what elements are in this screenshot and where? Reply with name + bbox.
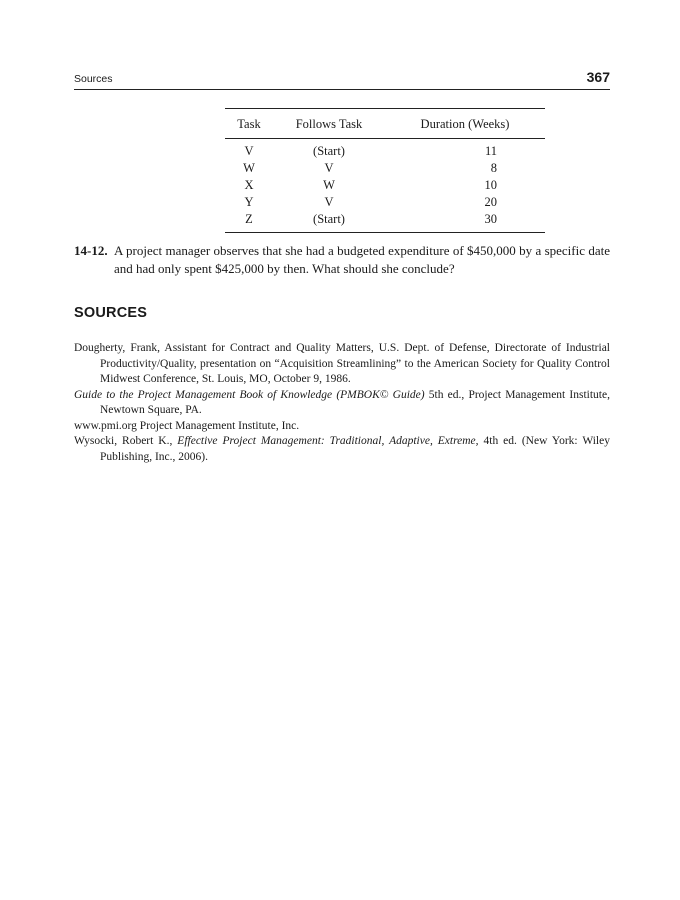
question-number: 14-12. (74, 243, 108, 258)
cell-duration: 8 (490, 161, 497, 175)
table-row (225, 139, 545, 161)
cell-follows: V (324, 161, 334, 175)
task-table-header-row (225, 109, 545, 139)
reference-item (74, 341, 610, 388)
reference-title: Effective Project Management: Traditional, Adaptive, Extreme, (177, 435, 479, 447)
reference-item (74, 419, 610, 435)
reference-text: Dougherty, Frank, Assistant for Contract and Quality Matters, U.S. Dept. of Defense, Directorate of Industrial Productivity/Quality, presentation on “Acquisition Streamlining” to the American Society for Quality Control Midwest Conference, St. Louis, MO, October 9, 1986. (74, 342, 610, 385)
cell-task: X (244, 178, 254, 192)
running-head-section: Sources (74, 73, 113, 85)
reference-text: www.pmi.org Project Management Institute, Inc. (74, 419, 300, 432)
table-row (225, 194, 545, 211)
cell-duration: 11 (484, 144, 497, 158)
cell-task: Y (244, 195, 254, 209)
table-row (225, 177, 545, 194)
sources-heading: SOURCES (74, 305, 148, 321)
reference-text: Wysocki, Robert K., (74, 435, 178, 447)
header-follows-task: Follows Task (295, 116, 363, 131)
header-task: Task (237, 116, 261, 131)
reference-title: Guide to the Project Management Book of Knowledge (PMBOK© Guide) (74, 388, 425, 401)
cell-duration: 20 (484, 195, 497, 209)
running-head (74, 70, 610, 90)
cell-duration: 30 (484, 212, 497, 226)
cell-task: W (243, 161, 255, 175)
page-number: 367 (586, 69, 610, 85)
task-table (225, 108, 545, 233)
reference-text: 5th ed., Project Management Institute, Newtown Square, PA. (100, 388, 610, 416)
cell-follows: V (324, 195, 334, 209)
cell-task: V (244, 144, 254, 158)
reference-list (74, 341, 610, 465)
cell-follows: (Start) (313, 212, 345, 226)
cell-duration: 10 (484, 178, 497, 192)
cell-task: Z (245, 212, 253, 226)
cell-follows: W (323, 178, 335, 192)
question-text: A project manager observes that she had a budgeted expenditure of $450,000 by a specific date and had only spent $425,000 by then. What should she conclude? (114, 243, 610, 276)
reference-item (74, 434, 610, 465)
reference-text: 4th ed. (New York: Wiley Publishing, Inc., 2006). (100, 435, 610, 463)
table-row (225, 160, 545, 177)
header-duration: Duration (Weeks) (420, 116, 510, 131)
reference-item (74, 388, 610, 419)
question-14-12 (74, 242, 610, 278)
cell-follows: (Start) (313, 144, 345, 158)
table-row (225, 211, 545, 233)
